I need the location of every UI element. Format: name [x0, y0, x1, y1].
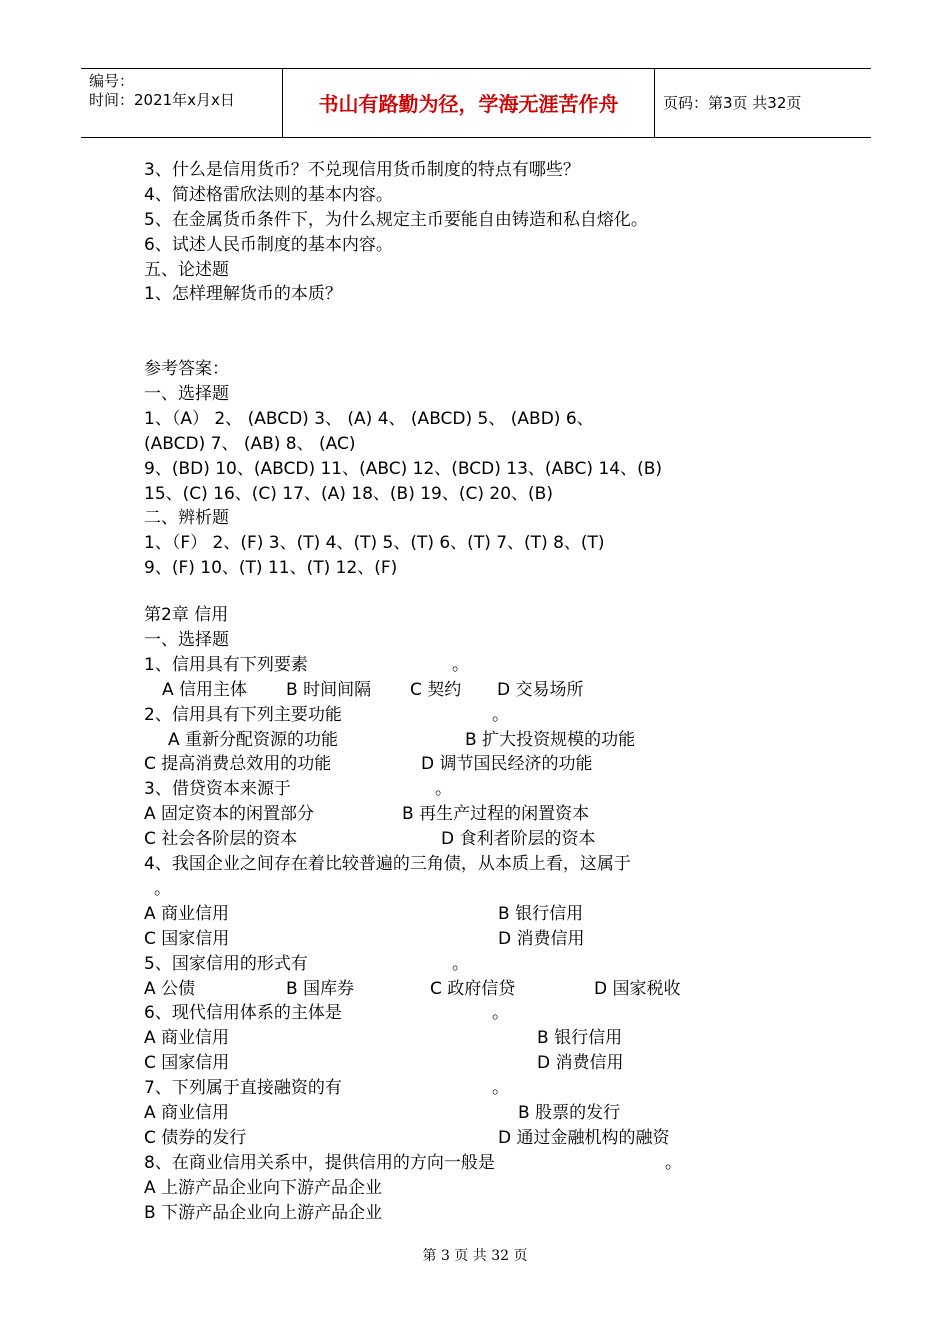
option-d: D 调节国民经济的功能	[421, 754, 593, 775]
document-date: 时间：2021年x月x日	[89, 91, 235, 109]
question-text: 1、信用具有下列要素	[144, 654, 308, 675]
header-meta-cell	[81, 69, 283, 137]
question-line: 1、怎样理解货币的本质？	[144, 284, 342, 305]
answer-line: 15、(C) 16、(C) 17、(A) 18、(B) 19、(C) 20、(B)	[144, 483, 553, 504]
question-end: 。	[492, 1003, 509, 1024]
question-text: 5、国家信用的形式有	[144, 953, 308, 974]
option-b: B 再生产过程的闲置资本	[402, 804, 590, 825]
question-end: 。	[665, 1152, 682, 1173]
document-body	[144, 158, 864, 1225]
option-d: D 消费信用	[498, 928, 585, 949]
option-a: A 公债	[144, 978, 196, 999]
option-b: B 银行信用	[537, 1028, 623, 1049]
header-page-info: 页码：第3页 共32页	[663, 94, 802, 112]
options-line	[144, 927, 864, 952]
question-line	[144, 1151, 864, 1176]
question-line	[144, 1001, 864, 1026]
option-a: A 商业信用	[144, 1102, 230, 1123]
answer-line: 9、(BD) 10、(ABCD) 11、(ABC) 12、(BCD) 13、(ABC) 14、(B)	[144, 458, 663, 479]
option-d: D 通过金融机构的融资	[498, 1127, 670, 1148]
option-b: B 国库券	[286, 978, 355, 999]
option-a: A 上游产品企业向下游产品企业	[144, 1177, 383, 1198]
options-line	[144, 977, 864, 1002]
question-line: 3、什么是信用货币？不兑现信用货币制度的特点有哪些？	[144, 160, 580, 180]
question-line	[144, 1076, 864, 1101]
question-line: 6、试述人民币制度的基本内容。	[144, 234, 393, 255]
answer-line: 1、（A） 2、 (ABCD) 3、 (A) 4、 (ABCD) 5、 (ABD) 6、	[144, 408, 594, 429]
option-c: C 债券的发行	[144, 1127, 247, 1148]
options-line	[144, 1176, 864, 1201]
question-text: 8、在商业信用关系中，提供信用的方向一般是	[144, 1152, 495, 1173]
page-header	[81, 68, 871, 138]
question-line	[144, 703, 864, 728]
question-text: 3、借贷资本来源于	[144, 779, 291, 800]
option-a: A 商业信用	[144, 1028, 230, 1049]
question-line: 5、在金属货币条件下，为什么规定主币要能自由铸造和私自熔化。	[144, 209, 648, 230]
option-b: B 股票的发行	[518, 1102, 621, 1123]
options-line	[144, 1101, 864, 1126]
document-number-label: 编号：	[89, 72, 135, 90]
option-c: C 契约	[410, 679, 462, 700]
option-b: B 银行信用	[498, 903, 584, 924]
question-end: 。	[492, 1078, 509, 1099]
options-line	[144, 752, 864, 777]
question-text: 7、下列属于直接融资的有	[144, 1078, 342, 1099]
option-b: B 下游产品企业向上游产品企业	[144, 1202, 383, 1223]
question-end: 。	[452, 953, 469, 974]
section-heading: 五、论述题	[144, 259, 229, 280]
option-c: C 国家信用	[144, 1053, 230, 1074]
option-d: D 国家税收	[594, 978, 681, 999]
answers-heading: 参考答案：	[144, 359, 229, 380]
option-d: D 食利者阶层的资本	[441, 829, 596, 850]
option-a: A 信用主体	[162, 679, 248, 700]
question-line: 4、简述格雷欣法则的基本内容。	[144, 184, 393, 205]
question-line: 4、我国企业之间存在着比较普遍的三角债，从本质上看，这属于	[144, 854, 631, 875]
option-b: B 扩大投资规模的功能	[465, 729, 636, 750]
header-page-cell	[655, 69, 871, 137]
question-line	[144, 777, 864, 802]
options-line	[144, 1051, 864, 1076]
option-c: C 政府信贷	[430, 978, 516, 999]
option-c: C 社会各阶层的资本	[144, 829, 298, 850]
question-line	[144, 653, 864, 678]
question-end: 。	[452, 654, 469, 675]
header-motto-cell	[283, 69, 655, 137]
question-end: 。	[435, 779, 452, 800]
section-heading: 二、辨析题	[144, 508, 229, 529]
options-line	[144, 1026, 864, 1051]
options-line	[144, 802, 864, 827]
question-end-line	[144, 877, 864, 902]
option-d: D 交易场所	[497, 679, 584, 700]
header-motto: 书山有路勤为径，学海无涯苦作舟	[318, 92, 619, 116]
options-line	[144, 902, 864, 927]
question-end: 。	[492, 704, 509, 725]
section-heading: 一、选择题	[144, 630, 229, 651]
question-line	[144, 952, 864, 977]
page-footer: 第 3 页 共 32 页	[422, 1248, 528, 1264]
question-text: 2、信用具有下列主要功能	[144, 704, 342, 725]
question-text: 6、现代信用体系的主体是	[144, 1003, 342, 1024]
option-d: D 消费信用	[537, 1053, 624, 1074]
question-end: 。	[154, 878, 171, 899]
option-c: C 国家信用	[144, 928, 230, 949]
options-line	[144, 678, 864, 703]
options-line	[144, 827, 864, 852]
option-b: B 时间间隔	[286, 679, 372, 700]
option-a: A 重新分配资源的功能	[168, 729, 339, 750]
chapter-title: 第2章 信用	[144, 605, 229, 626]
answer-line: 1、（F） 2、(F) 3、(T) 4、(T) 5、(T) 6、(T) 7、(T) 8、(T)	[144, 533, 605, 554]
options-line	[144, 1126, 864, 1151]
option-a: A 商业信用	[144, 903, 230, 924]
option-a: A 固定资本的闲置部分	[144, 804, 315, 825]
options-line	[144, 728, 864, 753]
section-heading: 一、选择题	[144, 384, 229, 405]
option-c: C 提高消费总效用的功能	[144, 754, 332, 775]
options-line	[144, 1201, 864, 1226]
answer-line: (ABCD) 7、 (AB) 8、 (AC)	[144, 433, 356, 454]
answer-line: 9、(F) 10、(T) 11、(T) 12、(F)	[144, 558, 398, 579]
